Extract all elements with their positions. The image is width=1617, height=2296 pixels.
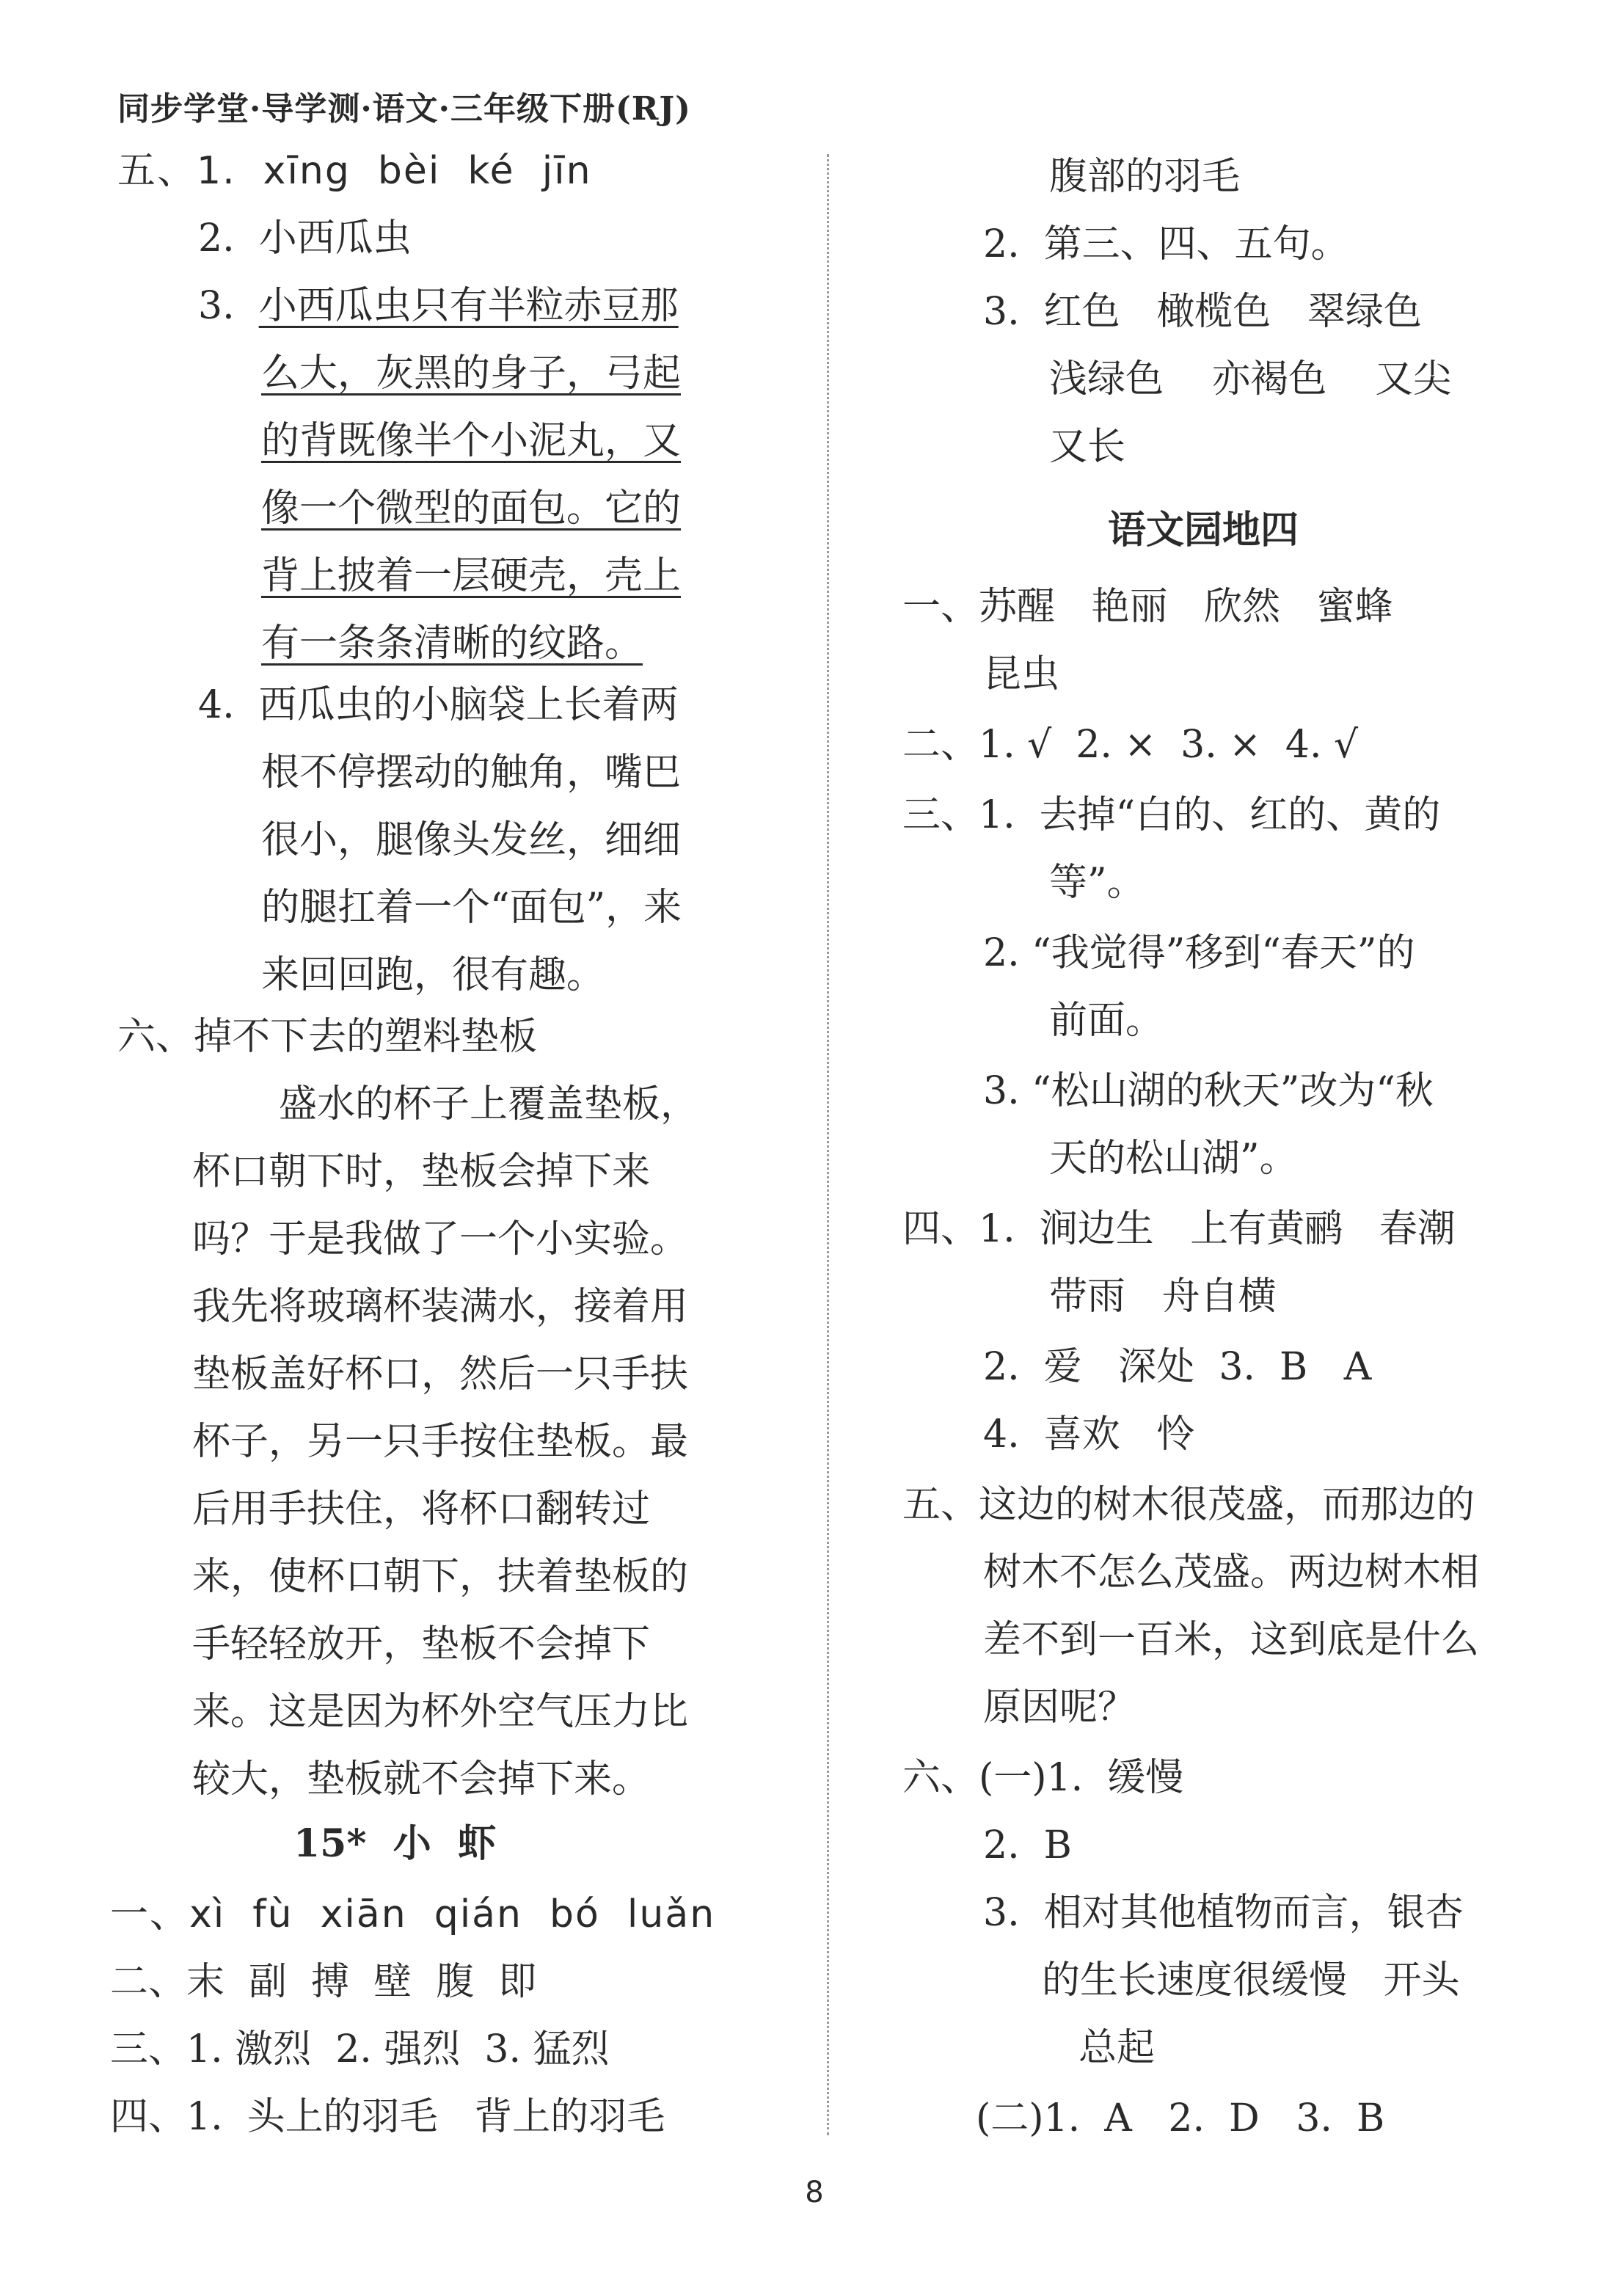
r-line: 天的松山湖”。 xyxy=(1049,1137,1298,1181)
section-title: 语文园地四 xyxy=(1108,508,1299,553)
page-number: 8 xyxy=(805,2176,824,2209)
r-line: 的生长速度很缓慢 开头 xyxy=(1042,1958,1460,2002)
essay-line: 来，使杯口朝下，扶着垫板的 xyxy=(192,1555,689,1599)
answer-3: 三、1. 激烈 2. 强烈 3. 猛烈 xyxy=(110,2027,610,2071)
answer-1-pinyin: 一、xì fù xiān qián bó luǎn xyxy=(110,1892,716,1936)
answer-5-2: 2. 小西瓜虫 xyxy=(198,216,412,260)
r-line: 腹部的羽毛 xyxy=(1049,155,1241,199)
r-line: 带雨 舟自横 xyxy=(1049,1275,1277,1319)
r-line: 差不到一百米，这到底是什么 xyxy=(983,1618,1480,1662)
r-line: 三、1. 去掉“白的、红的、黄的 xyxy=(902,793,1441,837)
r-line: 2. “我觉得”移到“春天”的 xyxy=(983,931,1415,975)
essay-line: 来。这是因为杯外空气压力比 xyxy=(192,1690,689,1734)
answer-6-title: 六、掉不下去的塑料垫板 xyxy=(117,1015,538,1059)
answer-2: 二、末 副 搏 壁 腹 即 xyxy=(110,1960,537,2004)
r-line: 等”。 xyxy=(1049,861,1145,905)
answer-5-3-line: 背上披着一层硬壳，壳上 xyxy=(261,554,682,598)
r-line: 浅绿色 亦褐色 又尖 xyxy=(1049,357,1452,401)
r-line: 4. 喜欢 怜 xyxy=(983,1413,1195,1457)
r-line: 2. 第三、四、五句。 xyxy=(983,222,1349,266)
essay-line: 手轻轻放开，垫板不会掉下 xyxy=(192,1622,651,1666)
r-line: 2. 爱 深处 3. B A xyxy=(983,1345,1372,1389)
r-line: 五、这边的树木很茂盛，而那边的 xyxy=(902,1483,1475,1527)
essay-line: 后用手扶住，将杯口翻转过 xyxy=(192,1487,651,1531)
r-line: 2. B xyxy=(983,1823,1072,1867)
answer-5-4-line: 很小，腿像头发丝，细细 xyxy=(261,818,682,862)
r-line: (二)1. A 2. D 3. B xyxy=(976,2096,1385,2140)
essay-line: 杯子，另一只手按住垫板。最 xyxy=(192,1420,689,1464)
r-line: 昆虫 xyxy=(983,652,1060,696)
r-line: 3. “松山湖的秋天”改为“秋 xyxy=(983,1069,1434,1113)
essay-line: 垫板盖好杯口，然后一只手扶 xyxy=(192,1352,689,1396)
essay-line: 杯口朝下时，垫板会掉下来 xyxy=(192,1150,651,1194)
answer-5-4-line: 来回回跑，很有趣。 xyxy=(261,953,605,997)
answer-5-3-line: 有一条条清晰的纹路。 xyxy=(261,622,643,666)
answer-5-4-line: 4. 西瓜虫的小脑袋上长着两 xyxy=(198,683,679,727)
r-line: 一、苏醒 艳丽 欣然 蜜蜂 xyxy=(902,585,1393,629)
essay-line: 吗？于是我做了一个小实验。 xyxy=(192,1217,689,1261)
underlined-text: 小西瓜虫只有半粒赤豆那 xyxy=(258,284,679,328)
r-line: 前面。 xyxy=(1049,999,1164,1043)
r-line: 四、1. 涧边生 上有黄鹂 春潮 xyxy=(902,1207,1456,1251)
answer-5-3-line: 3. 小西瓜虫只有半粒赤豆那 xyxy=(198,284,679,328)
page-header: 同步学堂·导学测·语文·三年级下册(RJ) xyxy=(117,90,691,128)
essay-line: 我先将玻璃杯装满水，接着用 xyxy=(192,1285,689,1329)
r-line: 3. 相对其他植物而言，银杏 xyxy=(983,1891,1464,1935)
r-line: 又长 xyxy=(1049,425,1126,469)
answer-5-1: 五、1. xīng bèi ké jīn xyxy=(117,149,592,193)
r-line: 二、1. √ 2. × 3. × 4. √ xyxy=(902,723,1359,767)
column-divider xyxy=(827,154,829,2135)
essay-line: 较大，垫板就不会掉下来。 xyxy=(192,1757,651,1801)
answer-5-4-line: 根不停摆动的触角，嘴巴 xyxy=(261,751,682,795)
r-line: 原因呢？ xyxy=(983,1685,1136,1730)
answer-5-3-line: 像一个微型的面包。它的 xyxy=(261,486,682,531)
answer-4: 四、1. 头上的羽毛 背上的羽毛 xyxy=(110,2095,665,2139)
answer-5-3-line: 的背既像半个小泥丸，又 xyxy=(261,419,682,463)
lesson-title: 15* 小 虾 xyxy=(293,1821,496,1866)
r-line: 总起 xyxy=(1078,2026,1156,2070)
r-line: 六、(一)1. 缓慢 xyxy=(902,1756,1184,1800)
essay-line: 盛水的杯子上覆盖垫板， xyxy=(279,1082,699,1126)
answer-5-3-line: 么大，灰黑的身子，弓起 xyxy=(261,351,682,396)
r-line: 3. 红色 橄榄色 翠绿色 xyxy=(983,290,1422,334)
answer-5-4-line: 的腿扛着一个“面包”，来 xyxy=(261,886,682,930)
r-line: 树木不怎么茂盛。两边树木相 xyxy=(983,1550,1480,1595)
